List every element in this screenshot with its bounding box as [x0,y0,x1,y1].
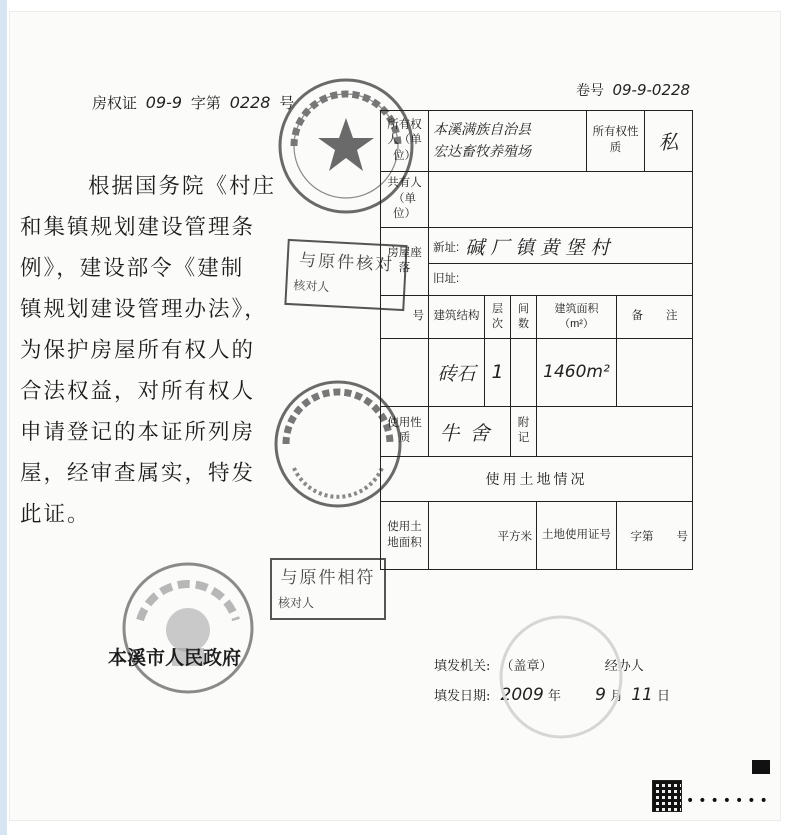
old-address-label: 旧址: [433,272,460,285]
government-seal [120,560,256,696]
col-structure: 建筑结构 [429,295,485,339]
body-line: 申请登记的本证所列房 [20,420,256,445]
certificate-number [92,92,294,113]
structure-value: 砖石 [429,339,485,407]
year-char: 年 [547,689,561,704]
body-line: 合法权益，对所有权人 [20,379,256,404]
land-section-row [381,456,693,502]
body-line: 镇规划建设管理办法》， [20,297,268,322]
header-num2: 0228 [229,93,271,112]
qr-code-icon [652,780,682,812]
header-prefix: 房权证 [92,94,138,112]
land-section-title: 使用土地情况 [381,456,693,502]
volume-number [576,80,690,100]
area-value: 1460m² [537,339,617,407]
ownership-nature-value: 私 [645,111,693,172]
volume-value: 09-9-0228 [612,81,691,99]
body-line: 根据国务院《村庄 [88,174,277,199]
body-line: 和集镇规划建设管理条 [20,215,256,240]
col-rooms: 间数 [511,295,537,339]
remarks-value [617,339,693,407]
body-line: 此证。 [20,502,91,527]
col-building-no: 号 [381,295,429,339]
attached-value [537,406,693,456]
verify-stamp-1-title: 与原件核对 [298,250,395,276]
land-area-label: 使用土地面积 [381,502,429,570]
property-form [380,110,693,570]
co-owner-row [381,171,693,227]
issue-year: 2009 [500,685,544,705]
old-address [429,264,692,292]
owner-row [381,111,693,172]
owner-label: 所有权人（单位） [381,111,429,172]
seal-note: （盖章） [500,659,553,674]
issue-day: 11 [631,685,653,705]
month-char: 月 [610,689,624,704]
rooms-value [511,339,537,407]
owner-value-line2: 宏达畜牧养殖场 [433,143,531,160]
header-suffix: 号 [279,94,295,112]
usage-row [381,406,693,456]
issuer-name: 本溪市人民政府 [108,647,242,669]
land-row [381,502,693,570]
issue-month: 9 [595,685,606,705]
owner-value-line1: 本溪满族自治县 [433,121,531,138]
header-num1: 09-9 [145,93,183,112]
col-floors: 层次 [485,295,511,339]
usage-label: 使用性质 [381,406,429,456]
verify-stamp-1-signer: 核对人 [293,278,330,295]
verify-stamp-2-title: 与原件相符 [280,568,376,588]
land-cert-suffix: 字第 号 [617,502,693,570]
co-owner-label: 共有人（单位） [381,171,429,227]
usage-value: 牛舍 [429,406,511,456]
verify-stamp-2-signer: 核对人 [278,596,315,610]
new-address-value: 碱厂镇黄堡村 [465,237,616,260]
location-value-cell [429,228,693,296]
faint-stamp [496,612,626,742]
floors-value: 1 [485,339,511,407]
corner-mark [752,760,770,774]
new-address [429,231,692,264]
body-line: 为保护房屋所有权人的 [20,338,256,363]
building-no-value [381,339,429,407]
attached-label: 附记 [511,406,537,456]
scan-edge [0,0,7,835]
ownership-nature-label: 所有权性 质 [587,111,645,172]
co-owner-value [429,171,693,227]
issue-date-label: 填发日期: [434,689,491,704]
scan-watermark-dots: ••••••• [686,793,772,809]
land-area-unit: 平方米 [429,502,537,570]
verify-stamp-2 [270,558,386,620]
day-char: 日 [657,689,671,704]
col-remarks: 备 注 [617,295,693,339]
volume-label: 卷号 [576,83,604,99]
header-mid: 字第 [190,94,221,112]
location-row [381,228,693,296]
building-header-row [381,295,693,339]
land-cert-label: 土地使用证号 [537,502,617,570]
body-line: 例》，建设部令《建制 [20,256,245,281]
location-label: 房屋座落 [381,228,429,296]
body-line: 屋，经审查属实，特发 [20,461,256,486]
new-address-label: 新址: [433,241,460,254]
handler-label: 经办人 [604,659,644,674]
owner-value [429,111,587,172]
building-data-row [381,339,693,407]
issuing-authority-label: 填发机关: [434,659,491,674]
col-area: 建筑面积（m²） [537,295,617,339]
